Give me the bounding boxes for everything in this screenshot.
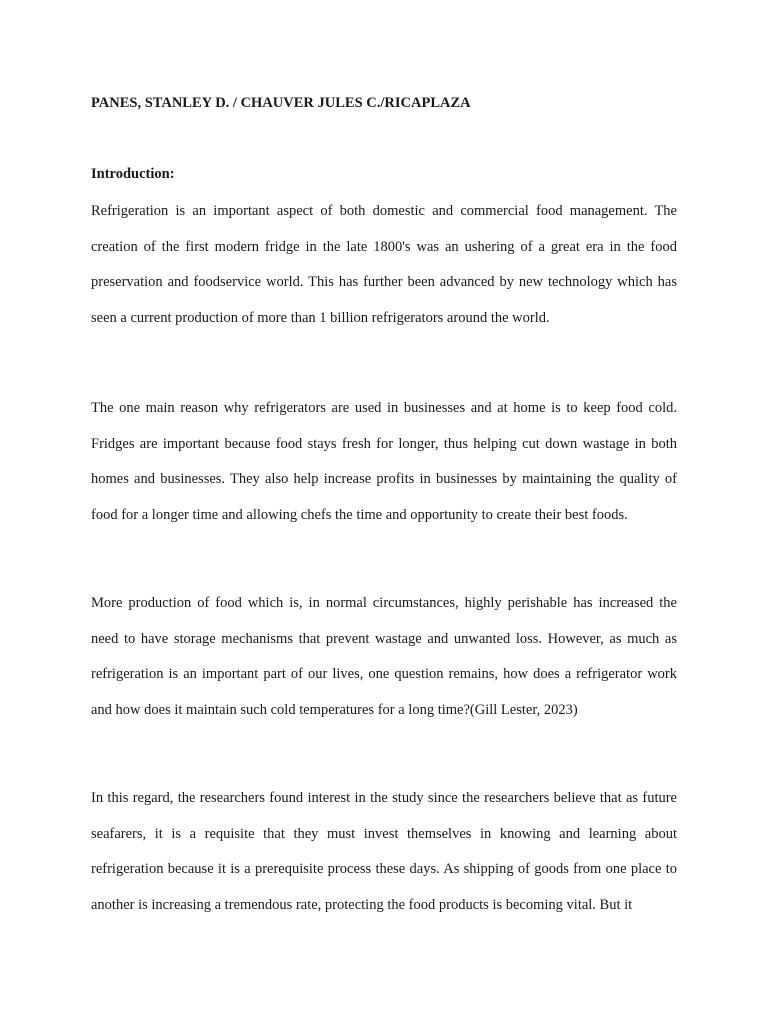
paragraph-1: Refrigeration is an important aspect of both domestic and commercial food management. The creation of the first modern fridge in the late 1800's was an ushering of a great era in the food preservation and foodservice world. This has further been advanced by new technology which has seen a current production of more than 1 billion refrigerators around the world. — [91, 203, 677, 326]
paragraph-3: More production of food which is, in normal circumstances, highly perishable has increased the need to have storage mechanisms that prevent wastage and unwanted loss. However, as much as refrigeration is an important part of our lives, one question remains, how does a refrigerator work and how does it maintain such cold temperatures for a long time?(Gill Lester, 2023) — [91, 595, 677, 718]
paragraph-2: The one main reason why refrigerators are used in businesses and at home is to keep food cold. Fridges are important because food stays fresh for longer, thus helping cut down wastage in both homes and businesses. They also help increase profits in businesses by maintaining the quality of food for a longer time and allowing chefs the time and opportunity to create their best foods. — [91, 400, 677, 523]
section-heading: Introduction: — [91, 166, 175, 182]
paragraph-4: In this regard, the researchers found interest in the study since the researchers believe that as future seafarers, it is a requisite that they must invest themselves in knowing and learning about refrigeration because it is a prerequisite process these days. As shipping of goods from one place to another is increasing a tremendous rate, protecting the food products is becoming vital. But it — [91, 790, 677, 913]
author-line: PANES, STANLEY D. / CHAUVER JULES C./RICAPLAZA — [91, 95, 471, 111]
